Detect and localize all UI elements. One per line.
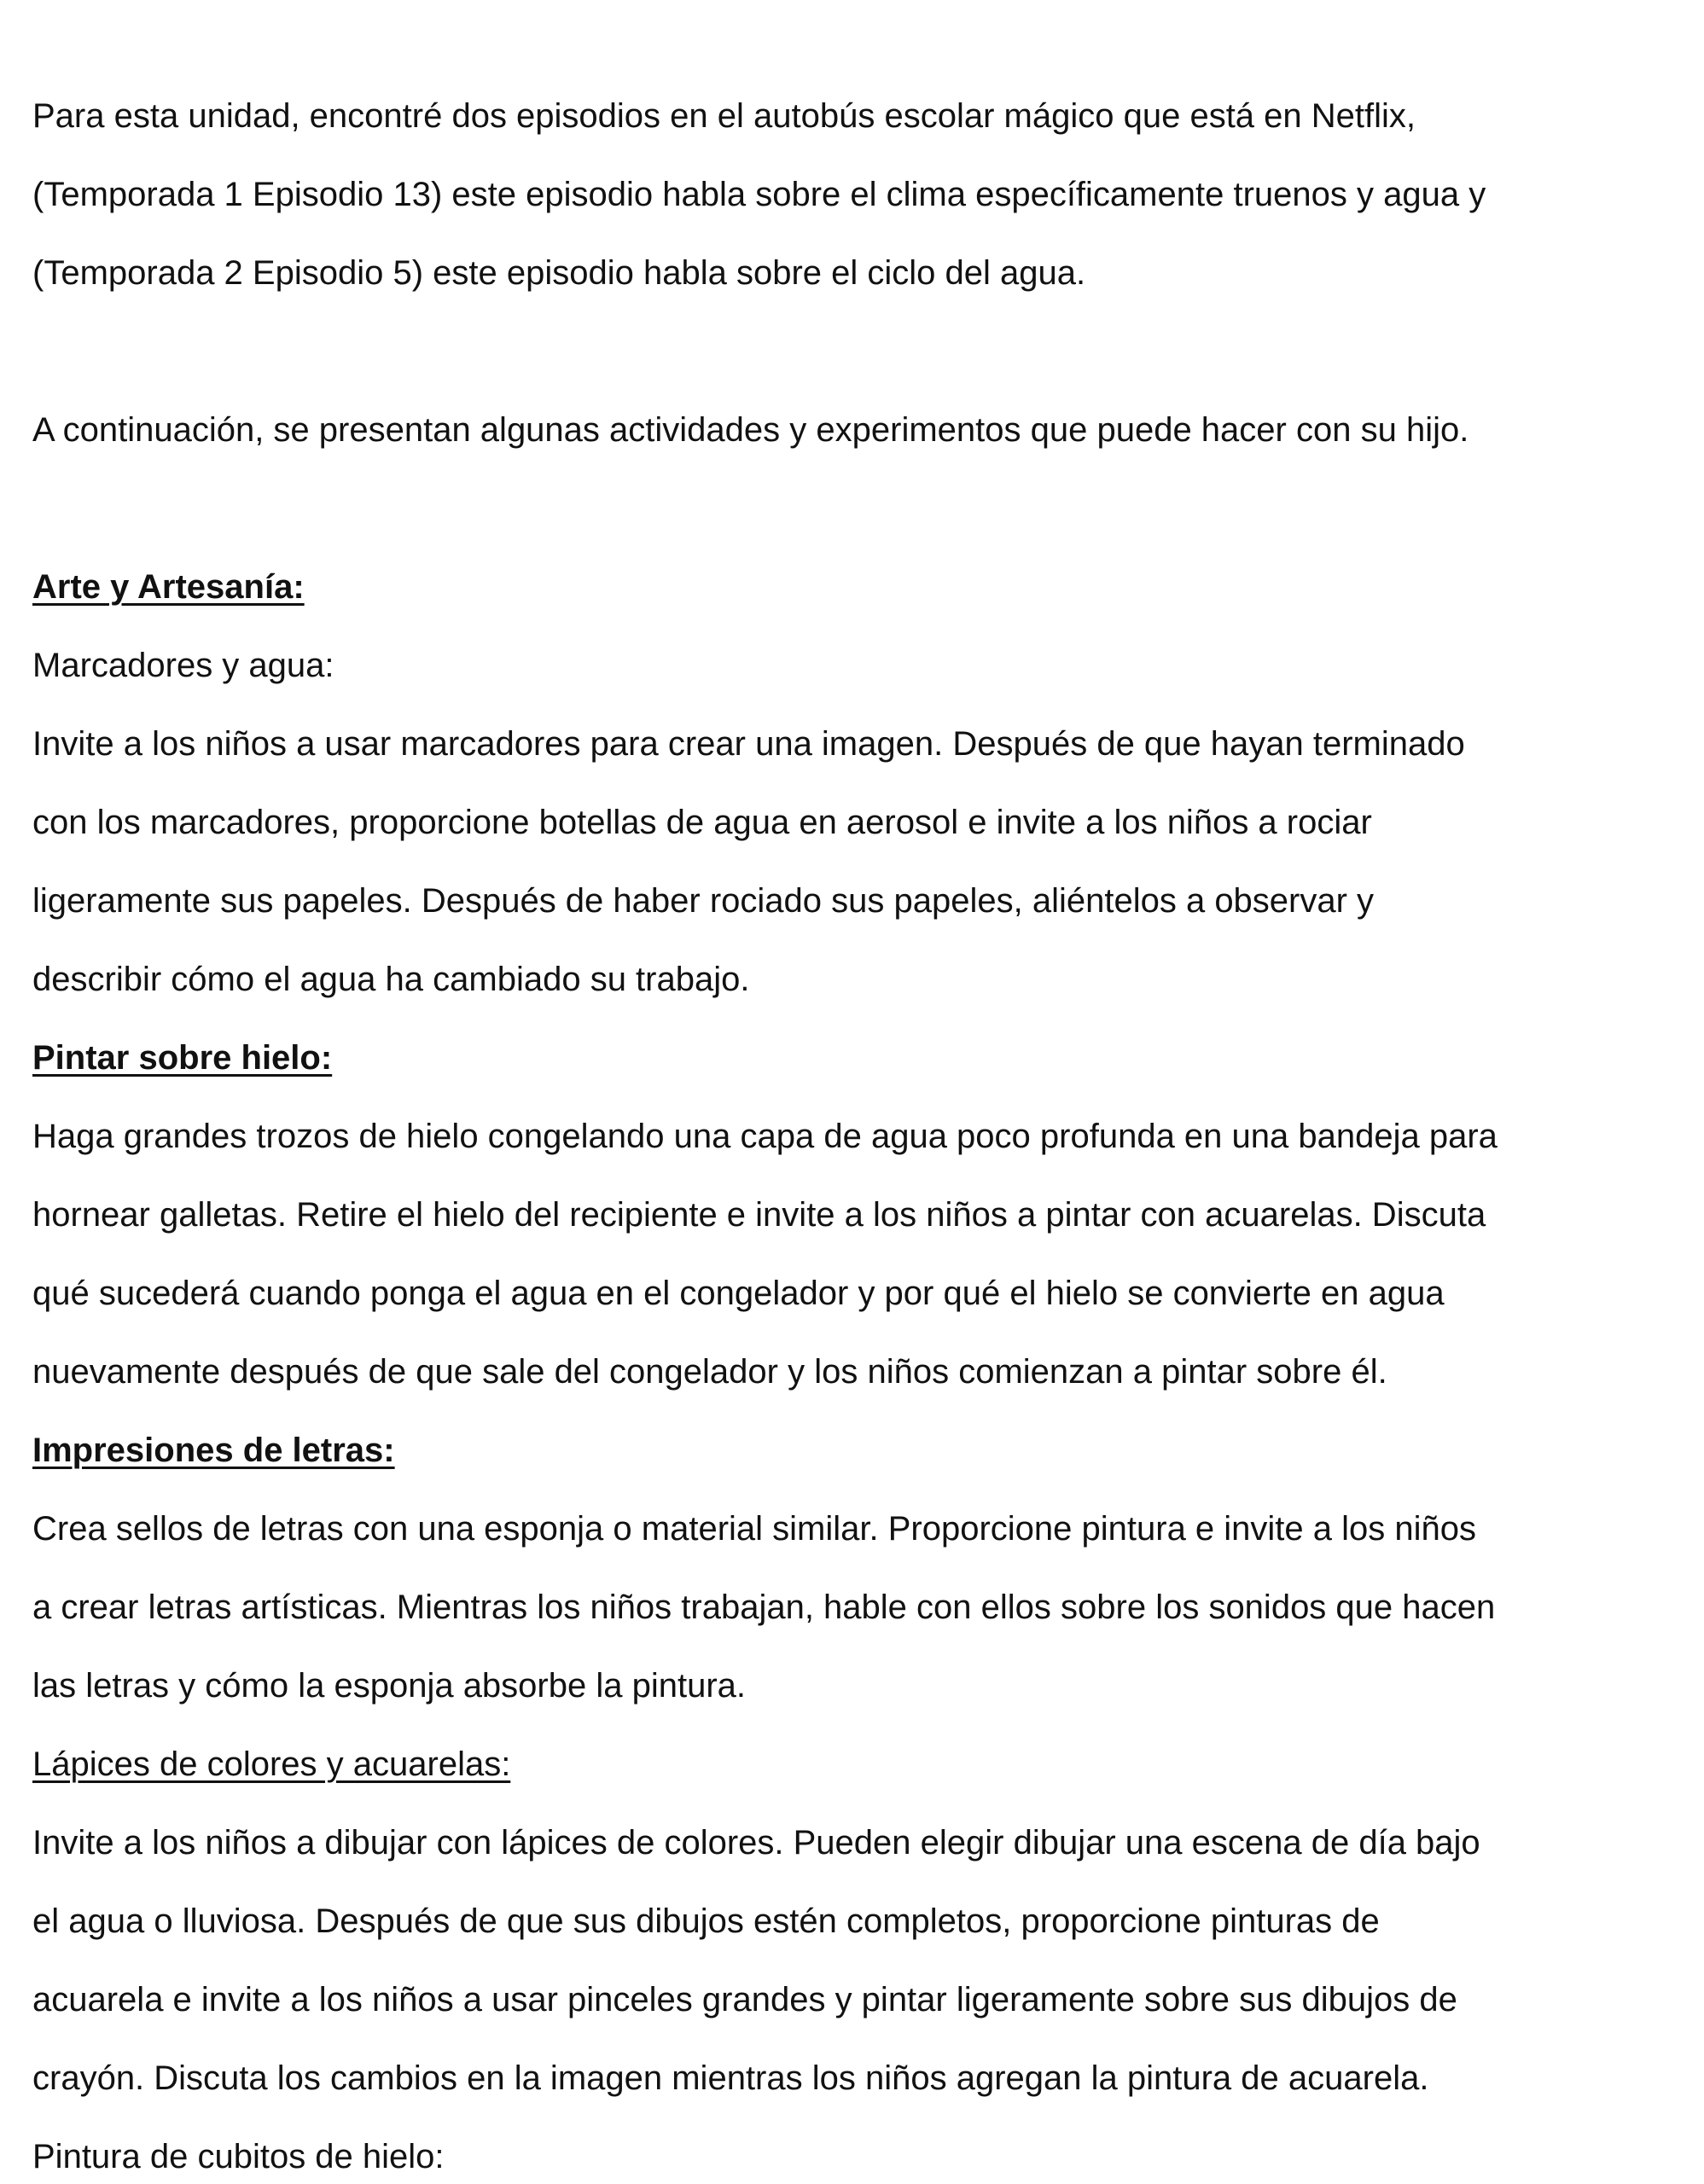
intro-line-3: (Temporada 2 Episodio 5) este episodio habla sobre el ciclo del agua. [32,254,1086,292]
activity-title-letter-prints: Impresiones de letras: [32,1432,395,1469]
activity-text-line: Invite a los niños a usar marcadores para crear una imagen. Después de que hayan terminado [32,725,1465,763]
activity-title-colored-pencils: Lápices de colores y acuarelas: [32,1745,511,1783]
activity-text-line: las letras y cómo la esponja absorbe la pintura. [32,1667,747,1705]
activity-title-markers: Marcadores y agua: [32,647,334,684]
intro-line-1: Para esta unidad, encontré dos episodios en el autobús escolar mágico que está en Netflix, [32,97,1416,135]
activity-text-line: nuevamente después de que sale del congelador y los niños comienzan a pintar sobre él. [32,1353,1387,1391]
activity-text-line: Invite a los niños a dibujar con lápices de colores. Pueden elegir dibujar una escena de día bajo [32,1824,1480,1862]
activity-text-line: Crea sellos de letras con una esponja o material similar. Proporcione pintura e invite a los niños [32,1510,1477,1548]
activity-text-line: a crear letras artísticas. Mientras los niños trabajan, hable con ellos sobre los sonidos que hacen [32,1589,1496,1626]
activity-text-line: crayón. Discuta los cambios en la imagen mientras los niños agregan la pintura de acuarela. [32,2059,1429,2097]
lead-paragraph: A continuación, se presentan algunas actividades y experimentos que puede hacer con su hijo. [32,411,1469,449]
activity-text-line: qué sucederá cuando ponga el agua en el congelador y por qué el hielo se convierte en agua [32,1275,1445,1312]
activity-text-line: con los marcadores, proporcione botellas de agua en aerosol e invite a los niños a rociar [32,804,1372,841]
activity-title-ice-cube-painting: Pintura de cubitos de hielo: [32,2138,445,2175]
activity-text-line: el agua o lluviosa. Después de que sus dibujos estén completos, proporcione pinturas de [32,1902,1380,1940]
activity-text-line: describir cómo el agua ha cambiado su trabajo. [32,961,750,998]
activity-text-line: Haga grandes trozos de hielo congelando una capa de agua poco profunda en una bandeja para [32,1118,1498,1155]
activity-text-line: hornear galletas. Retire el hielo del recipiente e invite a los niños a pintar con acuarelas. Discuta [32,1196,1486,1234]
section-heading: Arte y Artesanía: [32,568,305,606]
activity-title-ice-painting: Pintar sobre hielo: [32,1039,333,1077]
activity-text-line: ligeramente sus papeles. Después de haber rociado sus papeles, aliéntelos a observar y [32,882,1375,920]
activity-text-line: acuarela e invite a los niños a usar pinceles grandes y pintar ligeramente sobre sus dibujos de [32,1981,1457,2018]
intro-line-2: (Temporada 1 Episodio 13) este episodio habla sobre el clima específicamente truenos y agua y [32,176,1486,213]
